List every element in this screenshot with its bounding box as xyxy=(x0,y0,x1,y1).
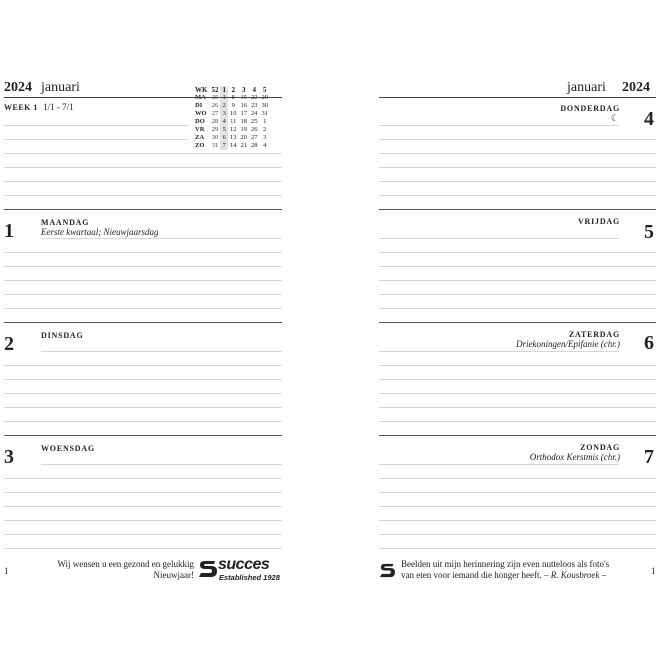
left-writing-line xyxy=(4,294,282,295)
mini-date: 5 xyxy=(220,126,228,134)
footer-line: Wij wensen u een gezond en gelukkig xyxy=(57,559,194,569)
mini-date: 31 xyxy=(211,142,219,149)
moon-phase-icon: ☾ xyxy=(610,113,619,123)
quote-author: R. Kousbroek xyxy=(550,570,600,580)
left-writing-line xyxy=(4,181,282,182)
right-writing-line xyxy=(379,181,656,182)
right-writing-line xyxy=(379,125,619,126)
mini-date: 30 xyxy=(261,102,268,109)
right-writing-line xyxy=(379,506,656,507)
left-writing-line xyxy=(4,308,282,309)
footer-line: Nieuwjaar! xyxy=(153,570,194,580)
mini-date: 30 xyxy=(211,134,219,141)
left-writing-line xyxy=(41,351,282,352)
right-writing-line xyxy=(379,252,656,253)
day-number: 4 xyxy=(644,108,654,130)
mini-date: 24 xyxy=(250,110,258,117)
mini-date: 26 xyxy=(250,126,258,133)
right-writing-line xyxy=(379,393,656,394)
mini-header-week: 3 xyxy=(241,86,246,94)
left-writing-line xyxy=(4,280,282,281)
mini-calendar-row xyxy=(195,94,270,102)
mini-date: 20 xyxy=(240,134,247,141)
week-label xyxy=(4,102,74,112)
day-separator-rule xyxy=(4,435,282,436)
mini-date: 28 xyxy=(211,118,219,125)
mini-date: 11 xyxy=(230,118,237,125)
left-writing-line xyxy=(4,125,188,126)
mini-date: 1 xyxy=(263,118,267,125)
quote-text: van eten voor iemand die honger heeft. – xyxy=(401,570,549,580)
right-writing-line xyxy=(379,365,656,366)
week-range: 1/1 - 7/1 xyxy=(43,102,74,112)
left-writing-line xyxy=(4,167,282,168)
day-number: 2 xyxy=(4,333,14,355)
mini-calendar-row xyxy=(195,142,270,150)
day-name: MAANDAG xyxy=(41,218,90,227)
left-writing-line xyxy=(4,520,282,521)
left-writing-line xyxy=(4,548,282,549)
day-name: DINSDAG xyxy=(41,331,84,340)
mini-date: 29 xyxy=(211,126,219,133)
left-writing-line xyxy=(4,506,282,507)
succes-s-icon xyxy=(199,559,217,579)
mini-date xyxy=(209,94,220,102)
mini-date xyxy=(228,94,239,102)
day-name: ZATERDAG xyxy=(568,330,620,339)
mini-day-label: DO xyxy=(195,118,205,125)
mini-calendar-row xyxy=(195,126,270,134)
left-writing-line xyxy=(4,266,282,267)
brand-name: succes xyxy=(218,556,270,573)
day-name: ZONDAG xyxy=(580,443,620,452)
day-name: VRIJDAG xyxy=(577,217,620,226)
left-writing-line xyxy=(4,393,282,394)
mini-date: 23 xyxy=(250,102,258,109)
mini-date: 7 xyxy=(220,142,228,150)
left-page-number: 1 xyxy=(4,566,9,576)
mini-date xyxy=(249,94,260,102)
day-number: 1 xyxy=(4,220,14,242)
mini-calendar-header xyxy=(195,86,270,94)
left-writing-line xyxy=(4,252,282,253)
mini-calendar xyxy=(195,86,270,150)
right-month: januari xyxy=(567,80,606,95)
right-page-number: 1 xyxy=(651,566,656,576)
day-number: 6 xyxy=(644,332,654,354)
right-writing-line xyxy=(379,379,656,380)
mini-header-week: 5 xyxy=(262,86,267,94)
mini-date: 28 xyxy=(250,142,258,149)
mini-calendar-row xyxy=(195,102,270,110)
mini-date: 14 xyxy=(229,142,237,149)
mini-day-label xyxy=(195,94,209,102)
mini-date xyxy=(238,94,249,102)
mini-date: 26 xyxy=(211,102,219,109)
mini-header-week: 4 xyxy=(252,86,256,94)
mini-calendar-row xyxy=(195,118,270,126)
right-writing-line xyxy=(379,421,656,422)
right-writing-line xyxy=(379,548,656,549)
succes-s-small-icon xyxy=(380,562,395,579)
day-number: 7 xyxy=(644,446,654,468)
mini-date: 12 xyxy=(229,126,237,133)
mini-date: 17 xyxy=(240,110,247,117)
week-number: WEEK 1 xyxy=(4,103,38,112)
right-header-rule xyxy=(379,97,656,98)
day-name: DONDERDAG xyxy=(560,104,620,113)
mini-date: 3 xyxy=(263,134,267,141)
mini-date xyxy=(220,94,228,102)
mini-header-week: 52 xyxy=(211,86,219,94)
right-writing-line xyxy=(379,153,656,154)
day-note: Eerste kwartaal; Nieuwjaarsdag xyxy=(41,227,159,237)
mini-date: 4 xyxy=(263,142,267,149)
left-writing-line xyxy=(4,407,282,408)
day-note: Orthodox Kerstmis (chr.) xyxy=(529,452,620,462)
right-writing-line xyxy=(379,238,619,239)
mini-calendar-row xyxy=(195,110,270,118)
right-writing-line xyxy=(379,167,656,168)
mini-date: 3 xyxy=(220,110,228,118)
left-writing-line xyxy=(4,365,282,366)
left-writing-line xyxy=(4,139,188,140)
right-writing-line xyxy=(379,534,656,535)
right-writing-line xyxy=(379,407,656,408)
quote-line-2 xyxy=(401,570,646,581)
mini-day-label: VR xyxy=(195,126,205,133)
mini-day-label: WO xyxy=(195,110,207,117)
mini-date: 16 xyxy=(240,102,247,109)
left-year: 2024 xyxy=(4,80,32,95)
mini-header-week: 2 xyxy=(231,86,235,94)
right-writing-line xyxy=(379,294,656,295)
day-note: Driekoningen/Epifanie (chr.) xyxy=(516,339,620,349)
mini-date: 10 xyxy=(229,110,237,117)
day-separator-rule xyxy=(379,209,656,210)
mini-date: 21 xyxy=(240,142,247,149)
right-writing-line xyxy=(379,195,656,196)
mini-date: 13 xyxy=(229,134,237,141)
left-header-rule xyxy=(4,97,282,98)
left-writing-line xyxy=(4,492,282,493)
left-writing-line xyxy=(4,153,282,154)
right-year: 2024 xyxy=(622,80,650,95)
left-writing-line xyxy=(4,534,282,535)
mini-date: 9 xyxy=(231,102,235,109)
mini-calendar-table xyxy=(195,86,270,150)
right-writing-line xyxy=(379,520,656,521)
brand-tagline: Established 1928 xyxy=(219,573,280,582)
day-separator-rule xyxy=(379,435,656,436)
mini-day-label: ZA xyxy=(195,134,205,141)
day-name: WOENSDAG xyxy=(41,444,95,453)
right-writing-line xyxy=(379,464,619,465)
right-writing-line xyxy=(379,492,656,493)
day-separator-rule xyxy=(4,322,282,323)
left-writing-line xyxy=(41,464,282,465)
right-writing-line xyxy=(379,478,656,479)
mini-day-label: DI xyxy=(195,102,203,109)
right-writing-line xyxy=(379,308,656,309)
mini-date: 18 xyxy=(240,118,247,125)
quote-line: Beelden uit mijn herinnering zijn even nutteloos als foto's xyxy=(401,559,610,569)
mini-date: 6 xyxy=(220,134,228,142)
day-separator-rule xyxy=(4,209,282,210)
left-writing-line xyxy=(4,478,282,479)
left-month: januari xyxy=(41,80,80,95)
mini-date xyxy=(259,94,270,102)
day-separator-rule xyxy=(379,322,656,323)
mini-date: 2 xyxy=(263,126,267,133)
mini-date: 27 xyxy=(211,110,219,117)
right-writing-line xyxy=(379,280,656,281)
day-number: 5 xyxy=(644,221,654,243)
left-writing-line xyxy=(4,195,282,196)
mini-date: 2 xyxy=(220,102,228,110)
right-writing-line xyxy=(379,139,656,140)
quote xyxy=(401,559,646,581)
left-writing-line xyxy=(4,421,282,422)
left-writing-line xyxy=(41,238,282,239)
mini-date: 25 xyxy=(250,118,258,125)
mini-header-week: 1 xyxy=(222,86,226,94)
mini-day-label: ZO xyxy=(195,142,205,149)
left-writing-line xyxy=(4,379,282,380)
left-footer-message xyxy=(40,559,194,581)
mini-date: 19 xyxy=(240,126,247,133)
right-writing-line xyxy=(379,351,619,352)
mini-date: 4 xyxy=(220,118,228,126)
mini-date: 31 xyxy=(261,110,268,117)
mini-calendar-row xyxy=(195,134,270,142)
succes-logo xyxy=(199,558,285,582)
right-writing-line xyxy=(379,266,656,267)
mini-date: 27 xyxy=(250,134,258,141)
quote-end: – xyxy=(599,570,607,580)
day-number: 3 xyxy=(4,446,14,468)
mini-header-wk: WK xyxy=(195,86,208,94)
